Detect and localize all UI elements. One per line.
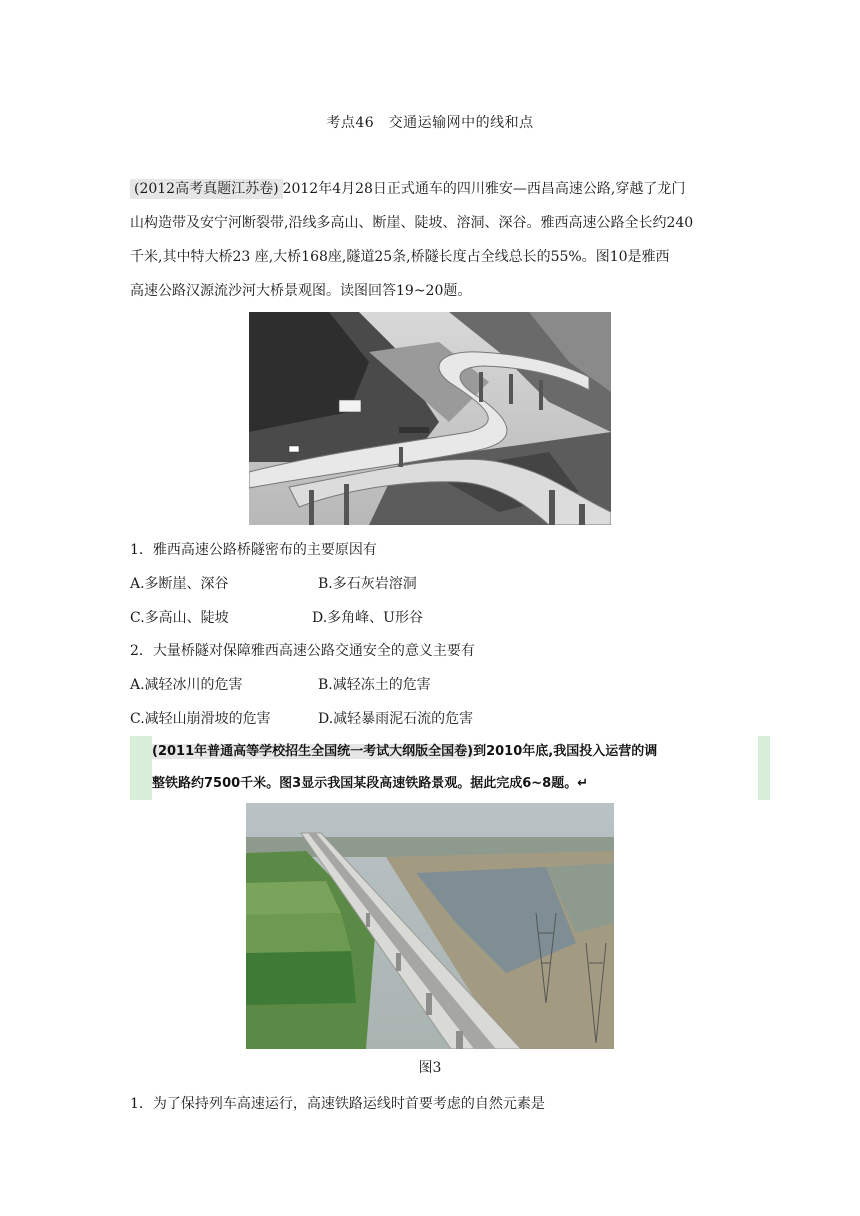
question-1-option-c: C.多高山、陡坡 [130,610,229,626]
question-3-stem: 1．为了保持列车高速运行，高速铁路运线时首要考虑的自然元素是 [130,1096,545,1112]
question-1-option-d: D.多角峰、U形谷 [312,610,423,626]
intro-paragraph [130,172,730,308]
question-1-option-b: B.多石灰岩溶洞 [318,576,417,592]
section-2-source-tag: (2011年普通高等学校招生全国统一考试大纲版全国卷) [152,744,474,759]
question-2-option-b: B.减轻冻土的危害 [318,677,431,693]
question-2-option-d: D.减轻暴雨泥石流的危害 [318,711,474,727]
section-2-block [130,736,770,800]
section-2-text [152,736,758,800]
question-1-option-a: A.多断崖、深谷 [130,576,229,592]
question-2-stem: 2．大量桥隧对保障雅西高速公路交通安全的意义主要有 [130,643,475,659]
highway-bridge-photo [249,312,611,525]
high-speed-railway-photo [246,803,614,1049]
figure-caption: 图3 [418,1060,442,1076]
question-1-stem: 1．雅西高速公路桥隧密布的主要原因有 [130,542,377,558]
intro-line-1: (2012高考真题江苏卷) 2012年4月28日正式通车的四川雅安—西昌高速公路,穿越了龙门 [130,172,730,206]
section-2-line-1: (2011年普通高等学校招生全国统一考试大纲版全国卷)到2010年底,我国投入运营的调 [152,744,658,759]
intro-line-4: 高速公路汉源流沙河大桥景观图。读图回答19~20题。 [130,283,472,299]
question-2-option-c: C.减轻山崩滑坡的危害 [130,711,271,727]
intro-line-2: 山构造带及安宁河断裂带,沿线多高山、断崖、陡坡、溶洞、深谷。雅西高速公路全长约240 [130,215,694,231]
source-tag: (2012高考真题江苏卷) [130,179,283,199]
intro-line-3: 千米,其中特大桥23 座,大桥168座,隧道25条,桥隧长度占全线总长的55%。图10是雅西 [130,249,670,265]
section-2-line-2: 整铁路约7500千米。图3显示我国某段高速铁路景观。据此完成6~8题。↵ [152,776,589,791]
question-2-option-a: A.减轻冰川的危害 [130,677,243,693]
page-title: 考点46 交通运输网中的线和点 [326,115,534,131]
